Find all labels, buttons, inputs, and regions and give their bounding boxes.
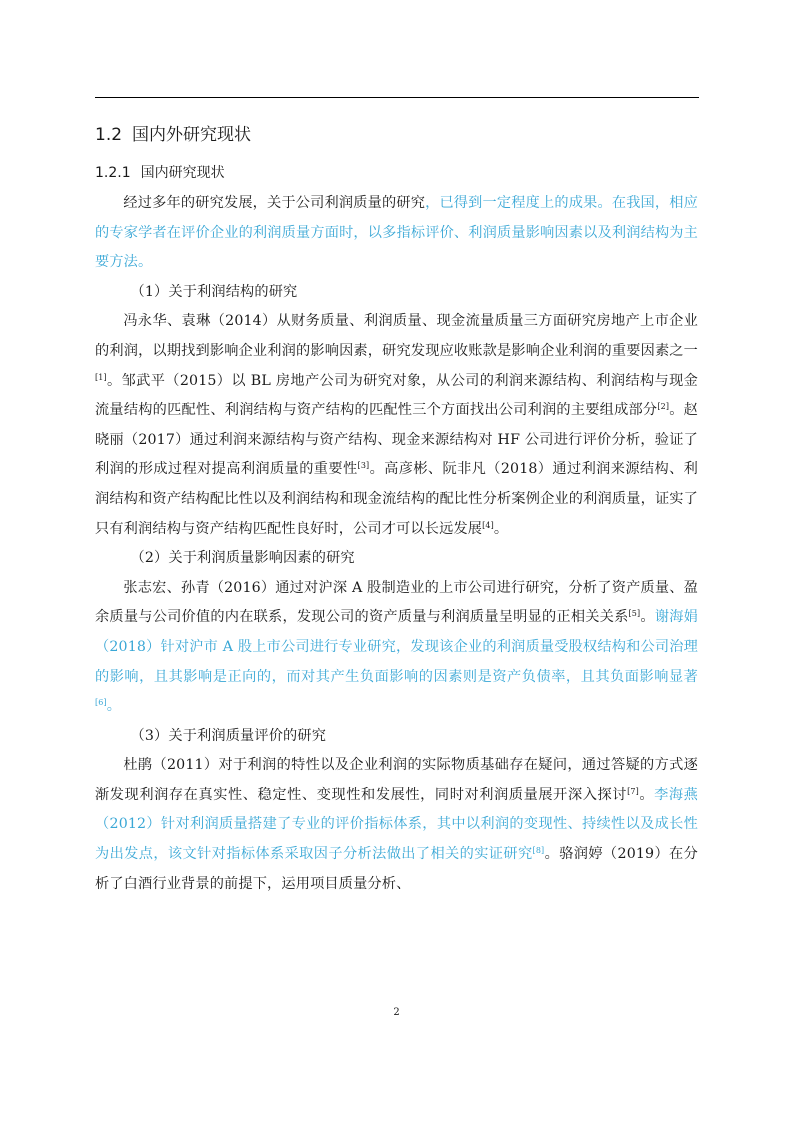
subsection-number: 1.2.1 [95,165,131,181]
text-run: 。 [493,520,509,537]
citation-ref: [1] [95,372,107,382]
text-run: 。 [638,786,655,803]
section-number: 1.2 [95,125,123,145]
text-run: 杜鹃（2011）对于利润的特性以及企业利润的实际物质基础存在疑问，通过答疑的方式逐渐发现利润存在真实性、稳定性、变现性和发展性，同时对利润质量展开深入探讨 [95,757,698,803]
highlighted-text: 谢海娟（2018）针对沪市 A 股上市公司进行专业研究，发现该企业的利润质量受股权结构和公司治理的影响，且其影响是正向的，而对其产生负面影响的因素则是资产负债率，且其负面影响显著 [95,609,699,685]
citation-ref: [3] [357,461,370,471]
section-title: 国内外研究现状 [132,125,252,145]
paragraph [95,751,698,899]
text-run: 张志宏、孙青（2016）通过对沪深 A 股制造业的上市公司进行研究，分析了资产质量、盈余质量与公司价值的内在联系，发现公司的资产质量与利润质量呈明显的正相关关系 [95,579,698,626]
subsection-title: 国内研究现状 [140,165,225,181]
text-run: 。高彦彬、阮非凡（2018）通过利润来源结构、利润结构和资产结构配比性以及利润结构和现金流结构的配比性分析案例企业的利润质量，证实了只有利润结构与资产结构匹配性良好时，公司才可以长远发展 [95,461,699,537]
text-run: （3）关于利润质量评价的研究 [130,727,327,744]
highlighted-text: 李海燕（2012）针对利润质量搭建了专业的评价指标体系，其中以利润的变现性、持续性以及成长性为出发点，该文针对指标体系采取因子分析法做出了相关的实证研究 [95,786,699,863]
subsection-heading [95,159,225,187]
citation-ref: [7] [627,786,639,796]
subtopic-heading [95,278,698,308]
text-run: 。邹武平（2015）以 BL 房地产公司为研究对象，从公司的利润来源结构、利润结构与现金流量结构的匹配性、利润结构与资产结构的匹配性三个方面找出公司利润的主要组成部分 [95,372,698,419]
citation-ref: [6] [95,698,107,708]
citation-ref: [5] [628,609,641,619]
citation-ref: [8] [532,846,545,856]
text-run: （1）关于利润结构的研究 [130,283,298,300]
text-run: 冯永华、袁琳（2014）从财务质量、利润质量、现金流量质量三方面研究房地产上市企业的利润，以期找到影响企业利润的影响因素，研究发现应收账款是影响企业利润的重要因素之一 [95,313,698,359]
subtopic-heading [95,722,698,752]
text-run: 。 [640,609,655,626]
text-run: 。骆润婷（2019）在分析了白酒行业背景的前提下，运用项目质量分析、 [95,846,698,892]
page-number: 2 [393,1007,400,1018]
text-run: 经过多年的研究发展，关于公司利润质量的研究 [123,195,426,211]
subtopic-heading [95,544,698,574]
text-run: （2）关于利润质量影响因素的研究 [130,550,355,567]
citation-ref: [4] [482,520,494,530]
paragraph [95,307,698,544]
header-rule [95,97,699,98]
highlighted-text: 。 [106,698,122,715]
highlighted-text: ，已得到一定程度上的成果。在我国，相应的专家学者在评价企业的利润质量方面时，以多指标评价、利润质量影响因素以及利润结构为主要方法。 [95,195,698,271]
paragraph [95,189,698,278]
paragraph [95,574,698,722]
citation-ref: [2] [657,402,670,412]
text-run: 。赵晓丽（2017）通过利润来源结构与资产结构、现金来源结构对 HF 公司进行评价分析，验证了利润的形成过程对提高利润质量的重要性 [95,402,698,478]
body-text [95,189,698,899]
section-heading [95,121,251,149]
